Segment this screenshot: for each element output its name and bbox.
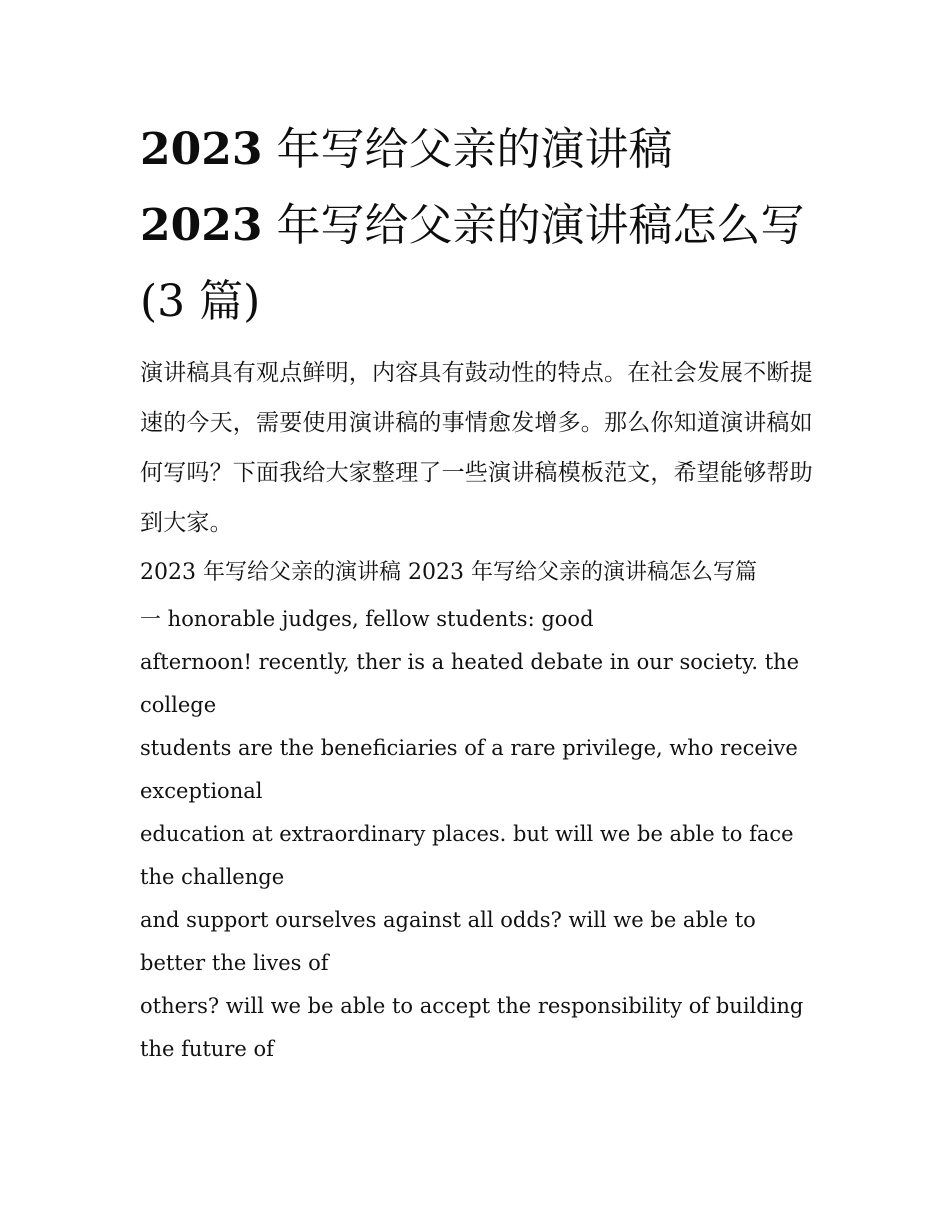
speech-line: others? will we be able to accept the responsibility of building the future of	[140, 994, 804, 1061]
speech-line: 一 honorable judges, fellow students: good	[140, 607, 594, 631]
speech-line: and support ourselves against all odds? will we be able to better the lives of	[140, 908, 756, 975]
page-content	[140, 112, 820, 1071]
document-title	[140, 112, 820, 340]
speech-line: afternoon! recently, ther is a heated debate in our society. the college	[140, 650, 800, 717]
intro-paragraph: 演讲稿具有观点鲜明，内容具有鼓动性的特点。在社会发展不断提速的今天，需要使用演讲稿的事情愈发增多。那么你知道演讲稿如何写吗？下面我给大家整理了一些演讲稿模板范文，希望能够帮助到大家。	[140, 360, 813, 536]
title-text-1: 年写给父亲的演讲稿	[262, 124, 673, 175]
speech-line: students are the beneficiaries of a rare privilege, who receive exceptional	[140, 736, 798, 803]
speech-body	[140, 598, 820, 1071]
title-text-2: 年写给父亲的演讲稿怎么写(3 篇)	[140, 200, 805, 327]
title-year-1: 2023	[140, 124, 263, 175]
speech-line: education at extraordinary places. but will we be able to face the challenge	[140, 822, 794, 889]
title-year-2: 2023	[140, 200, 263, 251]
section-heading: 2023 年写给父亲的演讲稿 2023 年写给父亲的演讲稿怎么写篇	[140, 560, 757, 585]
